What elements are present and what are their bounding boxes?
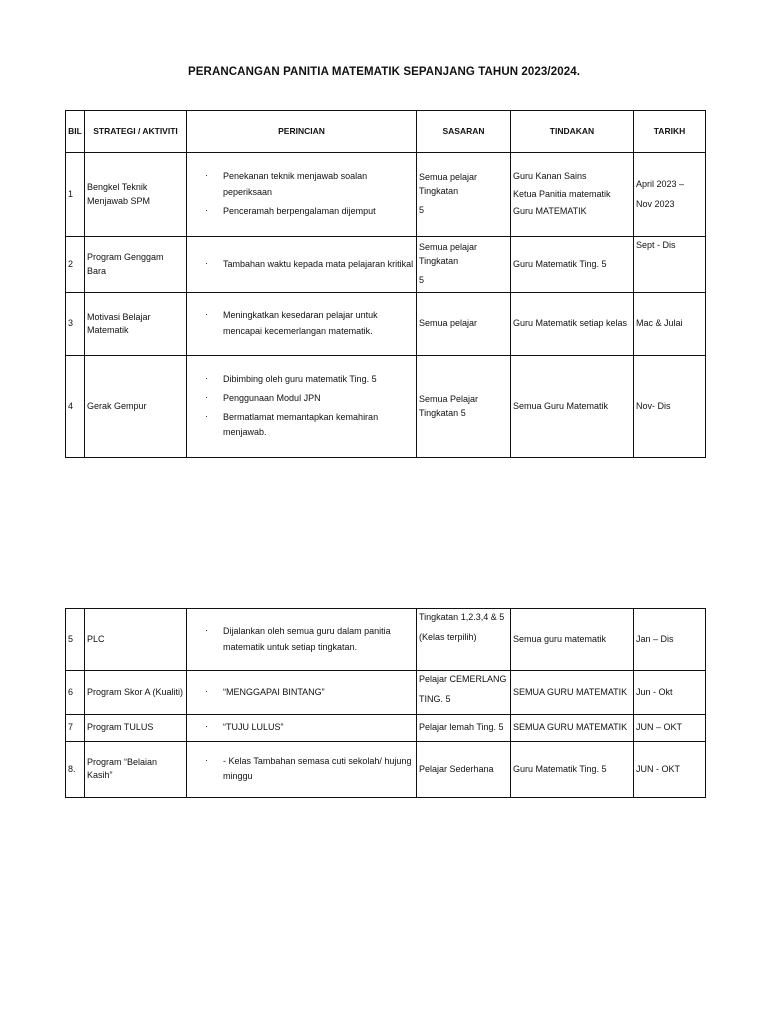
tarikh-text: April 2023 – bbox=[636, 179, 685, 189]
bullet-icon: · bbox=[205, 721, 208, 731]
cell-perincian bbox=[187, 293, 417, 356]
perincian-item bbox=[189, 685, 414, 701]
bullet-icon: · bbox=[205, 685, 208, 696]
cell-tarikh bbox=[634, 153, 706, 237]
cell-strategi bbox=[85, 356, 187, 458]
bullet-icon: · bbox=[205, 204, 208, 215]
plan-table-1 bbox=[65, 110, 706, 458]
tarikh-text: Jun - Okt bbox=[636, 686, 673, 697]
cell-tarikh bbox=[634, 671, 706, 715]
table-header-row bbox=[66, 111, 706, 153]
tarikh-text: Mac & Julai bbox=[636, 318, 683, 329]
sasaran-text: Semua pelajar Tingkatan bbox=[419, 172, 478, 196]
perincian-text: “TUJU LULUS” bbox=[223, 722, 284, 732]
sasaran-text: Semua pelajar bbox=[419, 318, 478, 329]
tindakan-text: SEMUA GURU MATEMATIK bbox=[513, 686, 628, 697]
cell-perincian bbox=[187, 237, 417, 293]
table-row bbox=[66, 153, 706, 237]
cell-tindakan bbox=[511, 153, 634, 237]
bullet-icon: · bbox=[205, 257, 208, 268]
cell-sasaran bbox=[417, 671, 511, 715]
cell-strategi bbox=[85, 153, 187, 237]
perincian-item bbox=[189, 754, 414, 786]
cell-strategi bbox=[85, 715, 187, 742]
tindakan-text: Guru Matematik setiap kelas bbox=[513, 318, 628, 329]
cell-perincian bbox=[187, 356, 417, 458]
cell-sasaran bbox=[417, 237, 511, 293]
cell-tindakan bbox=[511, 609, 634, 671]
cell-perincian bbox=[187, 153, 417, 237]
sasaran-text: 5 bbox=[419, 275, 425, 286]
sasaran-text: Pelajar lemah Ting. 5 bbox=[419, 722, 504, 733]
cell-bil bbox=[66, 741, 85, 797]
table-row bbox=[66, 671, 706, 715]
tarikh-text: JUN - OKT bbox=[636, 763, 680, 774]
tindakan-text: SEMUA GURU MATEMATIK bbox=[513, 722, 628, 733]
table-row bbox=[66, 609, 706, 671]
table-row bbox=[66, 356, 706, 458]
cell-tarikh bbox=[634, 609, 706, 671]
row-number: 4 bbox=[68, 400, 74, 411]
perincian-item bbox=[189, 257, 414, 273]
tarikh-text: JUN – OKT bbox=[636, 722, 683, 733]
row-number: 8. bbox=[68, 763, 76, 774]
perincian-item bbox=[189, 624, 414, 656]
strategi-text: Bengkel Teknik Menjawab SPM bbox=[87, 182, 151, 206]
table-row bbox=[66, 293, 706, 356]
tindakan-text: Guru MATEMATIK bbox=[513, 206, 587, 217]
bullet-icon: · bbox=[205, 391, 208, 402]
sasaran-text: Pelajar Sederhana bbox=[419, 763, 494, 774]
cell-tarikh bbox=[634, 293, 706, 356]
bullet-icon: · bbox=[205, 410, 208, 421]
cell-strategi bbox=[85, 609, 187, 671]
perincian-text: Meningkatkan kesedaran pelajar untuk mencapai kecemerlangan matematik. bbox=[223, 310, 378, 336]
bullet-icon: · bbox=[205, 373, 208, 383]
cell-tarikh bbox=[634, 356, 706, 458]
plan-table-2 bbox=[65, 608, 706, 798]
perincian-item bbox=[189, 204, 414, 220]
cell-tindakan bbox=[511, 293, 634, 356]
perincian-text: Tambahan waktu kepada mata pelajaran kritikal bbox=[223, 258, 414, 269]
tindakan-text: Semua Guru Matematik bbox=[513, 400, 609, 411]
strategi-text: Motivasi Belajar Matematik bbox=[87, 311, 151, 335]
perincian-text: - Kelas Tambahan semasa cuti sekolah/ hujung minggu bbox=[223, 755, 412, 782]
cell-perincian bbox=[187, 715, 417, 742]
perincian-text: Penceramah berpengalaman dijemput bbox=[223, 205, 376, 216]
tarikh-text: Nov- Dis bbox=[636, 400, 671, 411]
table-row bbox=[66, 741, 706, 797]
sasaran-text: Semua Pelajar Tingkatan 5 bbox=[419, 394, 479, 418]
strategi-text: Program TULUS bbox=[87, 722, 154, 733]
cell-strategi bbox=[85, 671, 187, 715]
cell-tarikh bbox=[634, 741, 706, 797]
sasaran-text: (Kelas terpilih) bbox=[419, 631, 477, 642]
perincian-text: “MENGGAPAI BINTANG” bbox=[223, 686, 325, 697]
strategi-text: Program Genggam Bara bbox=[87, 252, 164, 276]
perincian-text: Penekanan teknik menjawab soalan peperiksaan bbox=[223, 171, 368, 198]
bullet-icon: · bbox=[205, 624, 208, 635]
tarikh-text: Nov 2023 bbox=[636, 198, 675, 209]
table-row bbox=[66, 237, 706, 293]
perincian-item bbox=[189, 410, 414, 442]
perincian-text: Dibimbing oleh guru matematik Ting. 5 bbox=[223, 374, 377, 384]
perincian-item bbox=[189, 169, 414, 201]
cell-bil bbox=[66, 153, 85, 237]
perincian-item bbox=[189, 372, 414, 388]
strategi-text: Program Skor A (Kualiti) bbox=[87, 686, 184, 697]
cell-sasaran bbox=[417, 153, 511, 237]
strategi-text: Gerak Gempur bbox=[87, 400, 147, 411]
cell-sasaran bbox=[417, 741, 511, 797]
tindakan-text: Guru Kanan Sains bbox=[513, 171, 587, 182]
strategi-text: Program “Belaian Kasih” bbox=[87, 756, 158, 781]
cell-bil bbox=[66, 609, 85, 671]
perincian-text: Dijalankan oleh semua guru dalam panitia matematik untuk setiap tingkatan. bbox=[223, 625, 391, 652]
cell-sasaran bbox=[417, 356, 511, 458]
sasaran-text: 5 bbox=[419, 205, 425, 216]
cell-perincian bbox=[187, 671, 417, 715]
row-number: 5 bbox=[68, 633, 74, 644]
header-bil: BIL bbox=[66, 111, 85, 153]
tindakan-text: Semua guru matematik bbox=[513, 633, 607, 644]
tindakan-text: Guru Matematik Ting. 5 bbox=[513, 763, 607, 774]
perincian-text: Penggunaan Modul JPN bbox=[223, 392, 321, 403]
cell-tindakan bbox=[511, 356, 634, 458]
row-number: 7 bbox=[68, 722, 74, 733]
header-perincian: PERINCIAN bbox=[187, 111, 417, 153]
sasaran-text: Semua pelajar Tingkatan bbox=[419, 242, 478, 266]
row-number: 6 bbox=[68, 686, 74, 697]
row-number: 3 bbox=[68, 318, 74, 329]
sasaran-text: TING. 5 bbox=[419, 693, 451, 704]
perincian-item bbox=[189, 308, 414, 340]
sasaran-text: Pelajar CEMERLANG bbox=[419, 674, 507, 684]
header-strategi: STRATEGI / AKTIVITI bbox=[85, 111, 187, 153]
sasaran-text: Tingkatan 1,2.3,4 & 5 bbox=[419, 612, 505, 622]
cell-sasaran bbox=[417, 293, 511, 356]
strategi-text: PLC bbox=[87, 633, 105, 644]
cell-bil bbox=[66, 356, 85, 458]
header-sasaran: SASARAN bbox=[417, 111, 511, 153]
cell-tarikh bbox=[634, 715, 706, 742]
document-title: PERANCANGAN PANITIA MATEMATIK SEPANJANG TAHUN 2023/2024. bbox=[188, 66, 580, 78]
perincian-text: Bermatlamat memantapkan kemahiran menjawab. bbox=[223, 411, 379, 438]
tarikh-text: Sept - Dis bbox=[636, 240, 676, 250]
cell-tarikh bbox=[634, 237, 706, 293]
tindakan-text: Guru Matematik Ting. 5 bbox=[513, 258, 607, 269]
cell-perincian bbox=[187, 741, 417, 797]
tindakan-text: Ketua Panitia matematik bbox=[513, 188, 611, 199]
table-row bbox=[66, 715, 706, 742]
cell-strategi bbox=[85, 293, 187, 356]
cell-bil bbox=[66, 293, 85, 356]
tarikh-text: Jan – Dis bbox=[636, 633, 674, 644]
cell-bil bbox=[66, 671, 85, 715]
cell-strategi bbox=[85, 237, 187, 293]
row-number: 1 bbox=[68, 188, 74, 199]
cell-tindakan bbox=[511, 671, 634, 715]
bullet-icon: · bbox=[205, 170, 208, 181]
cell-bil bbox=[66, 715, 85, 742]
cell-sasaran bbox=[417, 609, 511, 671]
cell-tindakan bbox=[511, 237, 634, 293]
perincian-item bbox=[189, 720, 414, 736]
bullet-icon: · bbox=[205, 754, 208, 765]
cell-tindakan bbox=[511, 715, 634, 742]
cell-perincian bbox=[187, 609, 417, 671]
cell-strategi bbox=[85, 741, 187, 797]
cell-sasaran bbox=[417, 715, 511, 742]
header-tindakan: TINDAKAN bbox=[511, 111, 634, 153]
header-tarikh: TARIKH bbox=[634, 111, 706, 153]
cell-bil bbox=[66, 237, 85, 293]
perincian-item bbox=[189, 391, 414, 407]
row-number: 2 bbox=[68, 258, 74, 269]
bullet-icon: · bbox=[205, 309, 208, 320]
cell-tindakan bbox=[511, 741, 634, 797]
